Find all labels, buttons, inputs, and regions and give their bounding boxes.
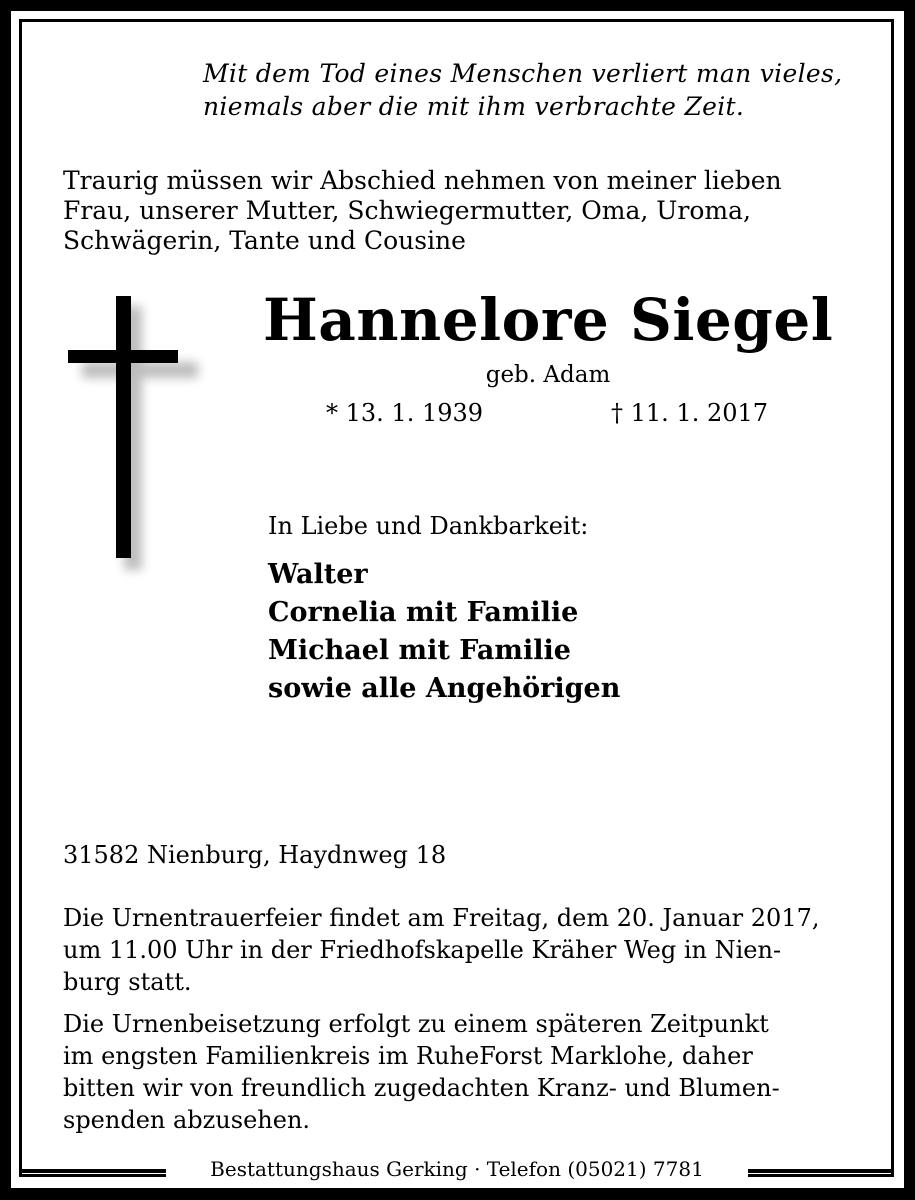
burial-line-3: bitten wir von freundlich zugedachten Kranz- und Blumen- [63, 1074, 780, 1102]
footer-rule-right [748, 1169, 894, 1173]
service-line-3: burg statt. [63, 968, 192, 996]
thanks-line: In Liebe und Dankbarkeit: [268, 512, 589, 540]
deceased-name: Hannelore Siegel [263, 286, 834, 354]
burial-line-4: spenden abzusehen. [63, 1106, 311, 1134]
death-date: † 11. 1. 2017 [611, 399, 769, 427]
service-line-1: Die Urnentrauerfeier findet am Freitag, dem 20. Januar 2017, [63, 904, 820, 932]
motto-line-2: niemals aber die mit ihm verbrachte Zeit. [203, 92, 745, 121]
mourners-list [268, 556, 620, 708]
cross-beam-vertical [116, 296, 131, 558]
family-address: 31582 Nienburg, Haydnweg 18 [63, 841, 447, 869]
birth-date: * 13. 1. 1939 [326, 399, 484, 427]
footer-rule-left [19, 1169, 166, 1173]
mourner-name: Michael mit Familie [268, 635, 571, 666]
motto-quote [203, 57, 863, 123]
intro-line-2: Frau, unserer Mutter, Schwiegermutter, Oma, Uroma, [63, 196, 751, 225]
service-notice [63, 902, 853, 998]
mourner-name: Walter [268, 559, 368, 590]
maiden-name: geb. Adam [485, 362, 611, 388]
intro-text [63, 166, 853, 256]
burial-line-1: Die Urnenbeisetzung erfolgt zu einem späteren Zeitpunkt [63, 1010, 769, 1038]
cross-shadow-horizontal [82, 362, 198, 378]
mourner-name: sowie alle Angehörigen [268, 673, 621, 704]
cross-icon [0, 0, 1, 1]
mourner-name: Cornelia mit Familie [268, 597, 579, 628]
intro-line-1: Traurig müssen wir Abschied nehmen von meiner lieben [63, 166, 782, 195]
burial-line-2: im engsten Familienkreis im RuheForst Marklohe, daher [63, 1042, 753, 1070]
service-line-2: um 11.00 Uhr in der Friedhofskapelle Kräher Weg in Nien- [63, 936, 782, 964]
motto-line-1: Mit dem Tod eines Menschen verliert man vieles, [203, 59, 843, 88]
burial-notice [63, 1008, 853, 1136]
intro-line-3: Schwägerin, Tante und Cousine [63, 226, 466, 255]
cross-beam-horizontal [68, 350, 178, 363]
funeral-home-footer: Bestattungshaus Gerking · Telefon (05021) 7781 [166, 1155, 748, 1183]
